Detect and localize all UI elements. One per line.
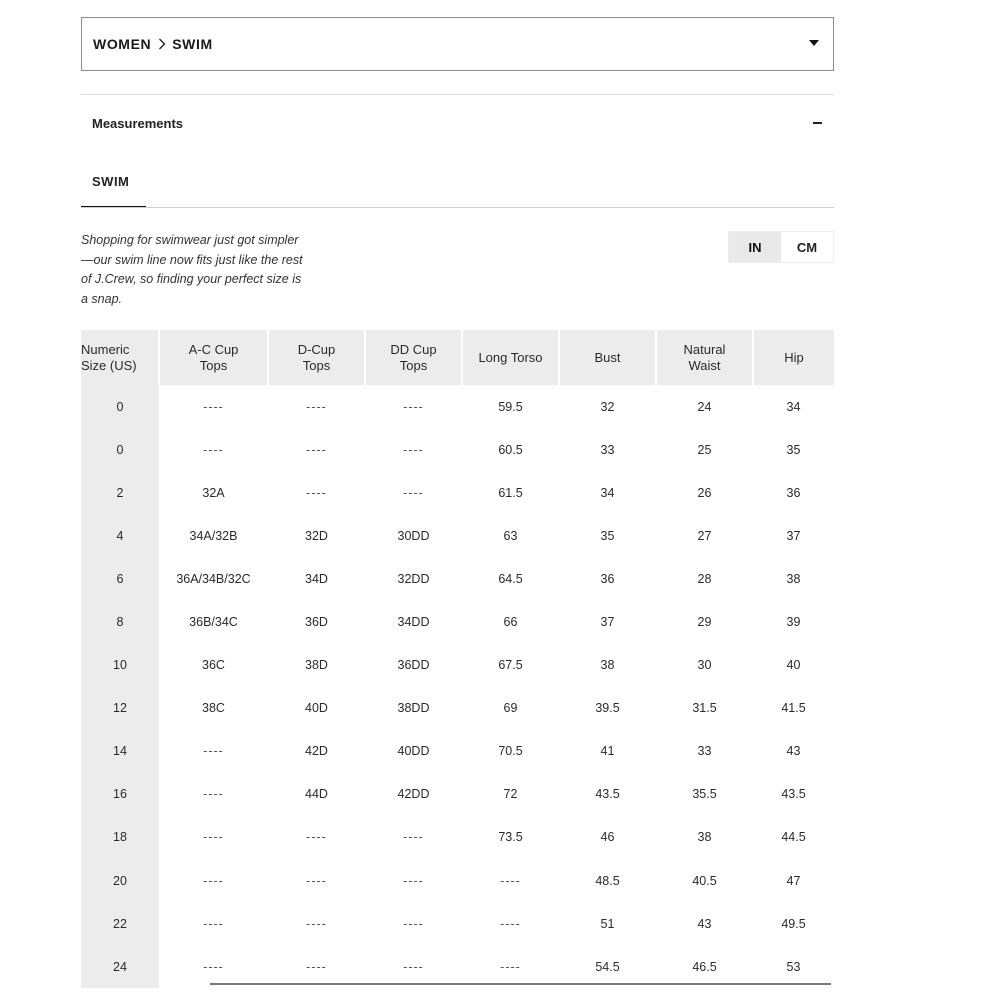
table-cell: ----: [403, 959, 424, 974]
table-cell: 36D: [305, 615, 328, 630]
table-cell: ----: [203, 916, 224, 931]
table-cell: 66: [503, 615, 518, 630]
unit-option-cm[interactable]: CM: [781, 232, 833, 262]
table-cell: 34D: [305, 571, 328, 586]
table-row: [81, 902, 834, 945]
tab-label: SWIM: [92, 174, 130, 189]
table-cell: 61.5: [498, 485, 523, 500]
table-cell: 27: [697, 528, 712, 543]
table-cell: 67.5: [498, 658, 523, 673]
table-cell: 72: [503, 787, 518, 802]
table-cell: ----: [203, 399, 224, 414]
size-cell: 22: [81, 902, 159, 945]
column-header: [81, 330, 159, 385]
table-cell: 63: [503, 528, 518, 543]
table-cell: 48.5: [595, 873, 620, 888]
table-cell: ----: [403, 485, 424, 500]
column-header-text: DD Cup: [390, 341, 437, 357]
column-header: [365, 330, 462, 385]
table-cell: ----: [306, 916, 327, 931]
table-cell: 43: [786, 744, 801, 759]
table-cell: 39: [786, 615, 801, 630]
column-header-text: Long Torso: [478, 349, 543, 365]
tabs-divider: [81, 207, 834, 208]
table-cell: 37: [786, 528, 801, 543]
table-cell: 38: [786, 571, 801, 586]
table-row: [81, 428, 834, 471]
column-header-text: Bust: [594, 349, 621, 365]
size-cell: 16: [81, 773, 159, 816]
size-cell: 14: [81, 730, 159, 773]
table-cell: 40.5: [692, 873, 717, 888]
table-cell: ----: [203, 442, 224, 457]
table-cell: 38: [600, 658, 615, 673]
size-cell: 8: [81, 600, 159, 643]
table-cell: 35.5: [692, 787, 717, 802]
category-dropdown[interactable]: [81, 17, 834, 71]
table-cell: 59.5: [498, 399, 523, 414]
table-cell: 69: [503, 701, 518, 716]
table-cell: ----: [403, 916, 424, 931]
table-cell: 36: [786, 485, 801, 500]
size-cell: 4: [81, 514, 159, 557]
table-cell: ----: [306, 830, 327, 845]
column-header-text: Tops: [399, 357, 428, 373]
size-cell: 10: [81, 644, 159, 687]
divider: [81, 94, 834, 95]
table-cell: 41: [600, 744, 615, 759]
table-cell: 35: [600, 528, 615, 543]
table-cell: 47: [786, 873, 801, 888]
table-cell: 51: [600, 916, 615, 931]
table-cell: 43.5: [781, 787, 806, 802]
breadcrumb-level1: WOMEN: [93, 36, 152, 52]
table-cell: 38D: [305, 658, 328, 673]
table-row: [81, 514, 834, 557]
table-body: [81, 385, 834, 988]
unit-toggle[interactable]: [728, 231, 834, 263]
table-row: [81, 471, 834, 514]
table-row: [81, 644, 834, 687]
table-cell: 60.5: [498, 442, 523, 457]
table-cell: 36: [600, 571, 615, 586]
table-cell: 28: [697, 571, 712, 586]
column-header-text: Size (US): [81, 357, 137, 373]
size-cell: 6: [81, 557, 159, 600]
table-cell: 36B/34C: [189, 615, 238, 630]
table-cell: 53: [786, 959, 801, 974]
table-cell: 42D: [305, 744, 328, 759]
table-cell: 37: [600, 615, 615, 630]
size-cell: 0: [81, 428, 159, 471]
table-cell: 49.5: [781, 916, 806, 931]
size-chart-table: [81, 330, 834, 988]
caret-down-icon: [809, 40, 819, 46]
table-row: [81, 385, 834, 428]
table-cell: ----: [403, 399, 424, 414]
table-cell: ----: [306, 485, 327, 500]
table-cell: 35: [786, 442, 801, 457]
table-row: [81, 859, 834, 902]
table-cell: 34: [600, 485, 615, 500]
table-header-row: [81, 330, 834, 385]
table-cell: 32: [600, 399, 615, 414]
table-row: [81, 600, 834, 643]
column-header-text: Numeric: [81, 341, 130, 357]
table-cell: 43.5: [595, 787, 620, 802]
size-cell: 0: [81, 385, 159, 428]
table-cell: 36A/34B/32C: [176, 571, 251, 586]
table-cell: 38DD: [397, 701, 430, 716]
table-cell: 44.5: [781, 830, 806, 845]
column-header: [656, 330, 753, 385]
table-cell: 24: [697, 399, 712, 414]
column-header-text: D-Cup: [297, 341, 336, 357]
table-cell: ----: [500, 916, 521, 931]
column-header-text: Hip: [784, 349, 804, 365]
size-cell: 12: [81, 687, 159, 730]
column-header: [753, 330, 834, 385]
table-cell: 39.5: [595, 701, 620, 716]
table-cell: ----: [306, 873, 327, 888]
table-cell: ----: [403, 873, 424, 888]
column-header: [462, 330, 559, 385]
horizontal-scrollbar[interactable]: [210, 983, 831, 985]
table-cell: 70.5: [498, 744, 523, 759]
table-cell: 46: [600, 830, 615, 845]
column-header-text: Waist: [688, 357, 721, 373]
table-cell: ----: [306, 442, 327, 457]
table-cell: 40DD: [397, 744, 430, 759]
table-cell: 40: [786, 658, 801, 673]
table-cell: 33: [600, 442, 615, 457]
breadcrumb-level2: SWIM: [172, 36, 213, 52]
table-cell: 38: [697, 830, 712, 845]
measurements-accordion-header[interactable]: [81, 108, 834, 138]
column-header-text: Natural: [683, 341, 726, 357]
table-cell: 43: [697, 916, 712, 931]
table-cell: ----: [203, 959, 224, 974]
size-cell: 2: [81, 471, 159, 514]
table-cell: 36DD: [397, 658, 430, 673]
table-cell: 41.5: [781, 701, 806, 716]
table-row: [81, 816, 834, 859]
chevron-right-icon: [158, 38, 166, 50]
table-cell: ----: [203, 787, 224, 802]
table-cell: ----: [203, 873, 224, 888]
tab-swim[interactable]: [81, 164, 146, 208]
table-row: [81, 557, 834, 600]
table-cell: ----: [500, 959, 521, 974]
table-cell: 46.5: [692, 959, 717, 974]
size-cell: 18: [81, 816, 159, 859]
table-cell: ----: [203, 830, 224, 845]
table-cell: 32A: [202, 485, 225, 500]
table-cell: 29: [697, 615, 712, 630]
table-cell: ----: [306, 399, 327, 414]
table-cell: 26: [697, 485, 712, 500]
table-cell: 36C: [202, 658, 225, 673]
unit-option-in[interactable]: IN: [729, 232, 781, 262]
table-row: [81, 730, 834, 773]
table-row: [81, 687, 834, 730]
column-header-text: Tops: [302, 357, 331, 373]
table-cell: ----: [306, 959, 327, 974]
table-cell: 34: [786, 399, 801, 414]
table-row: [81, 945, 834, 988]
column-header: [159, 330, 268, 385]
table-cell: 32D: [305, 528, 328, 543]
table-cell: 54.5: [595, 959, 620, 974]
table-cell: 64.5: [498, 571, 523, 586]
table-cell: 30: [697, 658, 712, 673]
table-cell: 33: [697, 744, 712, 759]
table-cell: ----: [403, 442, 424, 457]
table-cell: 34DD: [397, 615, 430, 630]
table-cell: 30DD: [397, 528, 430, 543]
table-cell: ----: [203, 744, 224, 759]
table-cell: 31.5: [692, 701, 717, 716]
table-cell: 32DD: [397, 571, 430, 586]
size-cell: 24: [81, 945, 159, 988]
column-header-text: Tops: [199, 357, 228, 373]
table-cell: 42DD: [397, 787, 430, 802]
accordion-title: Measurements: [92, 115, 184, 131]
table-cell: 38C: [202, 701, 225, 716]
column-header-text: A-C Cup: [188, 341, 239, 357]
size-cell: 20: [81, 859, 159, 902]
table-cell: 44D: [305, 787, 328, 802]
table-cell: 73.5: [498, 830, 523, 845]
table-cell: 25: [697, 442, 712, 457]
column-header: [559, 330, 656, 385]
table-cell: ----: [500, 873, 521, 888]
table-cell: 34A/32B: [189, 528, 238, 543]
table-cell: 40D: [305, 701, 328, 716]
table-cell: ----: [403, 830, 424, 845]
column-header: [268, 330, 365, 385]
minus-icon[interactable]: [813, 122, 822, 124]
intro-text: Shopping for swimwear just got simpler—our swim line now fits just like the rest of J.Crew, so finding your perfect size is a snap.: [81, 233, 303, 306]
table-row: [81, 773, 834, 816]
